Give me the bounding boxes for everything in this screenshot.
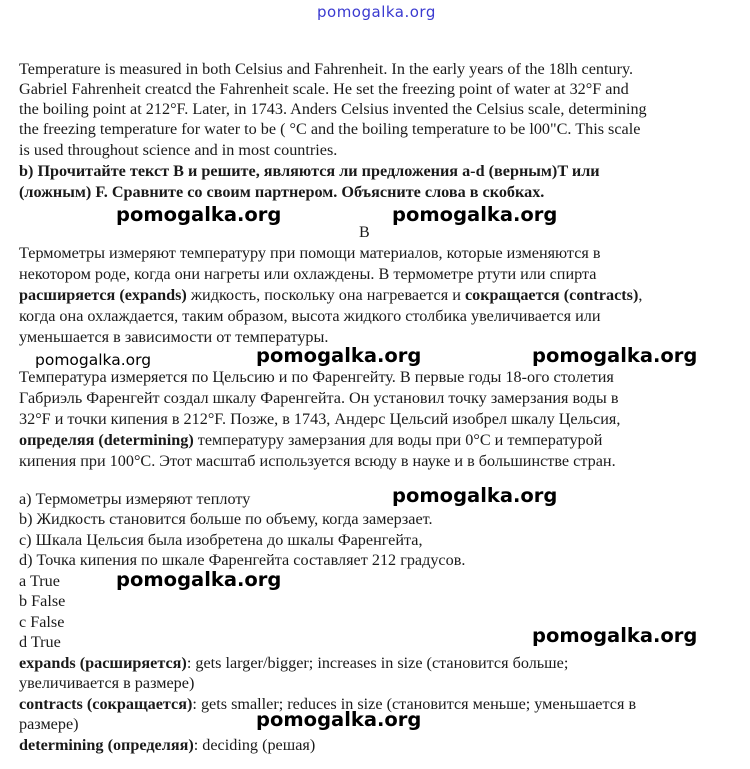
glossary-definition-cont: увеличивается в размере) (19, 674, 195, 692)
paragraph-1-line: когда она охлаждается, таким образом, высота жидкого столбика увеличивается или (19, 307, 601, 325)
glossary-definition: : deciding (решая) (193, 736, 316, 754)
text: жидкость, поскольку она нагревается и (186, 286, 465, 304)
watermark: pomogalka.org (116, 203, 282, 226)
glossary-definition: : gets smaller; reduces in size (становится меньше; уменьшается в (192, 695, 637, 713)
paragraph-1-line: уменьшается в зависимости от температуры. (19, 328, 329, 346)
watermark: pomogalka.org (256, 344, 422, 367)
watermark-top[interactable]: pomogalka.org (317, 3, 436, 21)
answer-a: a True (19, 572, 60, 590)
glossary-term: contracts (сокращается) (19, 695, 193, 713)
text: , (638, 286, 643, 304)
paragraph-2-line: кипения при 100°C. Этот масштаб используется всюду в науке и в большинстве стран. (19, 452, 616, 470)
glossary-definition: : gets larger/bigger; increases in size (становится больше; (186, 654, 569, 672)
glossary-determining (19, 735, 315, 755)
glossary-definition-cont: размере) (19, 715, 79, 733)
watermark: pomogalka.org (35, 351, 152, 369)
statement-a: а) Термометры измеряют теплоту (19, 490, 251, 508)
paragraph-2-line: 32°F и точки кипения в 212°F. Позже, в 1743, Андерс Цельсий изобрел шкалу Цельсия, (19, 410, 621, 428)
glossary-contracts (19, 694, 636, 714)
term-expands: расширяется (expands) (19, 286, 187, 304)
statement-b: b) Жидкость становится больше по объему, когда замерзает. (19, 510, 433, 528)
paragraph-1-line: Термометры измеряют температуру при помощи материалов, которые изменяются в (19, 244, 601, 262)
paragraph-2-line: Габриэль Фаренгейт создал шкалу Фаренгейта. Он установил точку замерзания воды в (19, 389, 619, 407)
paragraph-2-line: Температура измеряется по Цельсию и по Фаренгейту. В первые годы 18-ого столетия (19, 368, 614, 386)
paragraph-2-line (19, 430, 602, 450)
paragraph-1-line (19, 285, 642, 305)
glossary-expands (19, 653, 568, 673)
english-text-line: the freezing temperature for water to be ( °C and the boiling temperature to be l00"C. This scale (19, 120, 641, 138)
answer-d: d True (19, 633, 61, 651)
glossary-term: determining (определяя) (19, 736, 194, 754)
statement-d: d) Точка кипения по шкале Фаренгейта составляет 212 градусов. (19, 551, 466, 569)
paragraph-1-line: некотором роде, когда они нагреты или охлаждены. В термометре ртути или спирта (19, 265, 597, 283)
watermark: pomogalka.org (392, 484, 558, 507)
english-text-line: Temperature is measured in both Celsius and Fahrenheit. In the early years of the 18lh century. (19, 60, 634, 78)
english-text-line: Gabriel Fahrenheit creatcd the Fahrenheit scale. He set the freezing point of water at 32°F and (19, 80, 629, 98)
task-instruction: (ложным) F. Сравните со своим партнером. Объясните слова в скобках. (19, 183, 545, 201)
text: температуру замерзания для воды при 0°C и температурой (193, 431, 603, 449)
glossary-term: expands (расширяется) (19, 654, 187, 672)
watermark: pomogalka.org (532, 344, 698, 367)
term-contracts: сокращается (contracts) (464, 286, 639, 304)
answer-c: c False (19, 613, 65, 631)
english-text-line: is used throughout science and in most countries. (19, 141, 338, 159)
watermark: pomogalka.org (392, 203, 558, 226)
watermark: pomogalka.org (532, 624, 698, 647)
watermark: pomogalka.org (116, 568, 282, 591)
answer-b: b False (19, 592, 66, 610)
watermark: pomogalka.org (256, 708, 422, 731)
statement-c: c) Шкала Цельсия была изобретена до шкалы Фаренгейта, (19, 531, 423, 549)
task-instruction: b) Прочитайте текст В и решите, являются ли предложения a-d (верным)T или (19, 162, 600, 180)
section-letter: В (359, 224, 370, 241)
term-determining: определяя (determining) (19, 431, 194, 449)
english-text-line: the boiling point at 212°F. Later, in 1743. Anders Celsius invented the Celsius scale, determining (19, 100, 647, 118)
